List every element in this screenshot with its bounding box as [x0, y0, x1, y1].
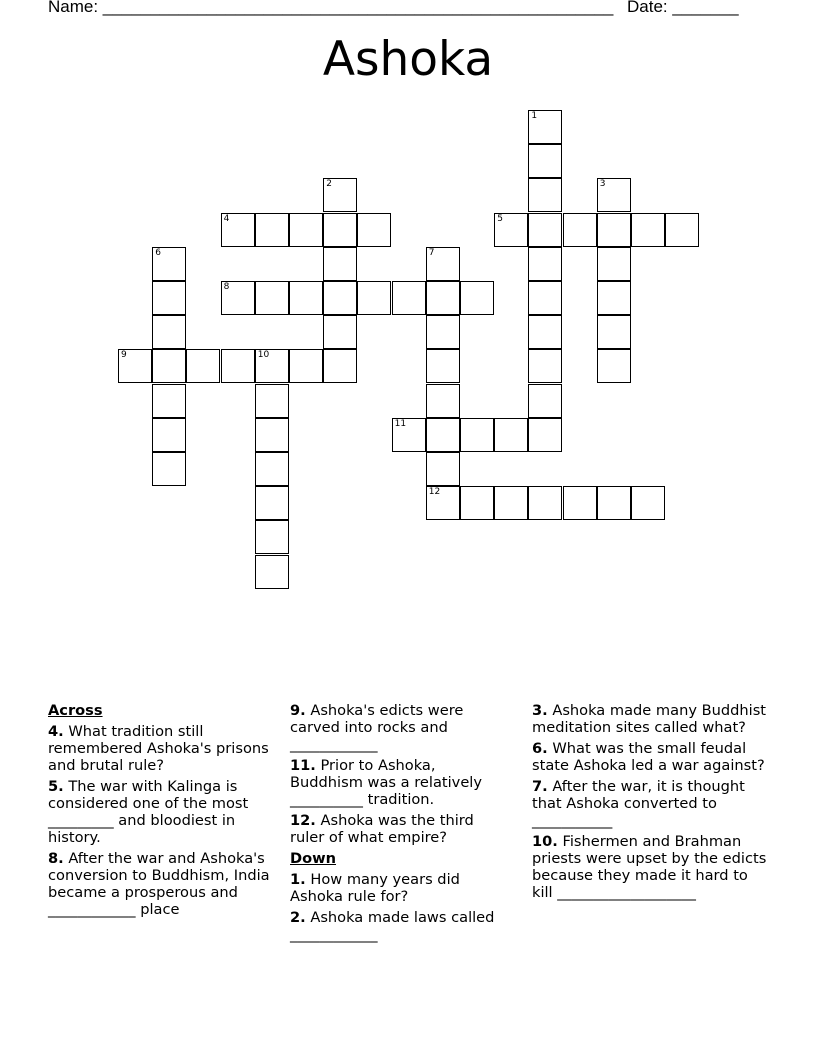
grid-cell[interactable] — [289, 213, 323, 247]
grid-cell[interactable] — [152, 247, 186, 281]
clue-number: 7 — [428, 247, 435, 258]
grid-cell[interactable] — [152, 452, 186, 486]
clue-down-10: 10. Fishermen and Brahman priests were upset by the edicts because they made it hard to kill ___________________ — [532, 833, 767, 901]
clue-across-8: 8. After the war and Ashoka's conversion to Buddhism, India became a prosperous and ____________ place — [48, 850, 270, 918]
grid-cell[interactable] — [426, 384, 460, 418]
grid-cell[interactable] — [323, 247, 357, 281]
clue-number: 6 — [155, 247, 161, 258]
clue-number: 3 — [599, 179, 606, 190]
grid-cell[interactable] — [426, 452, 460, 486]
clue-across-9: 9. Ashoka's edicts were carved into rocks and ____________ — [290, 702, 464, 753]
grid-cell[interactable] — [597, 213, 631, 247]
grid-cell[interactable] — [631, 486, 665, 520]
grid-cell[interactable] — [392, 281, 426, 315]
grid-cell[interactable] — [152, 418, 186, 452]
grid-cell[interactable] — [528, 486, 562, 520]
grid-cell[interactable] — [152, 281, 186, 315]
grid-cell[interactable] — [460, 281, 494, 315]
grid-cell[interactable] — [597, 281, 631, 315]
down-heading: Down — [290, 850, 337, 867]
clue-across-4: 4. What tradition still remembered Ashoka's prisons and brutal rule? — [48, 723, 269, 774]
clue-number: 9 — [121, 350, 127, 361]
grid-cell[interactable] — [255, 349, 289, 383]
grid-cell[interactable] — [597, 315, 631, 349]
clue-across-5: 5. The war with Kalinga is considered one of the most _________ and bloodiest in history. — [48, 778, 249, 846]
clue-number: 10 — [257, 350, 270, 361]
clue-down-6: 6. What was the small feudal state Ashoka led a war against? — [532, 740, 765, 774]
clue-across-12: 12. Ashoka was the third ruler of what empire? — [290, 812, 474, 846]
grid-cell[interactable] — [460, 486, 494, 520]
grid-cell[interactable] — [221, 349, 255, 383]
grid-cell[interactable] — [426, 486, 460, 520]
grid-cell[interactable] — [426, 281, 460, 315]
grid-cell[interactable] — [563, 486, 597, 520]
grid-cell[interactable] — [528, 315, 562, 349]
grid-cell[interactable] — [528, 281, 562, 315]
grid-cell[interactable] — [426, 418, 460, 452]
date-field: Date: _______ — [627, 0, 739, 16]
clue-number: 5 — [497, 213, 503, 224]
grid-cell[interactable] — [528, 247, 562, 281]
clue-down-1: 1. How many years did Ashoka rule for? — [290, 871, 460, 905]
grid-cell[interactable] — [186, 349, 220, 383]
clue-number: 11 — [394, 418, 407, 429]
clue-column-2 — [290, 702, 500, 947]
grid-cell[interactable] — [289, 349, 323, 383]
grid-cell[interactable] — [255, 281, 289, 315]
grid-cell[interactable] — [426, 349, 460, 383]
clue-number: 2 — [326, 179, 332, 190]
clue-number: 1 — [531, 111, 538, 121]
grid-cell[interactable] — [255, 452, 289, 486]
grid-cell[interactable] — [426, 315, 460, 349]
grid-cell[interactable] — [255, 418, 289, 452]
grid-cell[interactable] — [255, 384, 289, 418]
grid-cell[interactable] — [323, 349, 357, 383]
grid-cell[interactable] — [528, 110, 562, 144]
grid-cell[interactable] — [152, 384, 186, 418]
grid-cell[interactable] — [323, 178, 357, 212]
grid-cell[interactable] — [665, 213, 699, 247]
clue-down-7: 7. After the war, it is thought that Ashoka converted to ___________ — [532, 778, 745, 829]
clue-column-1 — [48, 702, 283, 922]
grid-cell[interactable] — [392, 418, 426, 452]
grid-cell[interactable] — [597, 486, 631, 520]
grid-cell[interactable] — [597, 178, 631, 212]
clue-number: 4 — [223, 213, 230, 224]
across-heading: Across — [48, 702, 103, 719]
grid-cell[interactable] — [494, 213, 528, 247]
clue-number: 8 — [223, 282, 230, 292]
grid-cell[interactable] — [494, 418, 528, 452]
grid-cell[interactable] — [255, 486, 289, 520]
clue-number: 12 — [428, 487, 441, 498]
clue-column-3 — [532, 702, 772, 905]
grid-cell[interactable] — [426, 247, 460, 281]
grid-cell[interactable] — [255, 520, 289, 554]
grid-cell[interactable] — [152, 315, 186, 349]
grid-cell[interactable] — [323, 213, 357, 247]
page-title: Ashoka — [322, 32, 494, 87]
grid-cell[interactable] — [255, 213, 289, 247]
grid-cell[interactable] — [631, 213, 665, 247]
grid-cell[interactable] — [494, 486, 528, 520]
grid-cell[interactable] — [221, 281, 255, 315]
grid-cell[interactable] — [528, 144, 562, 178]
grid-cell[interactable] — [357, 281, 391, 315]
clue-across-11: 11. Prior to Ashoka, Buddhism was a relatively __________ tradition. — [290, 757, 482, 808]
grid-cell[interactable] — [597, 247, 631, 281]
grid-cell[interactable] — [528, 418, 562, 452]
grid-cell[interactable] — [118, 349, 152, 383]
grid-cell[interactable] — [528, 213, 562, 247]
grid-cell[interactable] — [255, 555, 289, 589]
grid-cell[interactable] — [221, 213, 255, 247]
name-field: Name: ______________________________________________________ — [48, 0, 614, 16]
grid-cell[interactable] — [323, 281, 357, 315]
grid-cell[interactable] — [597, 349, 631, 383]
grid-cell[interactable] — [323, 315, 357, 349]
clue-down-2: 2. Ashoka made laws called ____________ — [290, 909, 495, 943]
clue-down-3: 3. Ashoka made many Buddhist meditation sites called what? — [532, 702, 767, 736]
grid-cell[interactable] — [528, 178, 562, 212]
grid-cell[interactable] — [460, 418, 494, 452]
grid-cell[interactable] — [357, 213, 391, 247]
grid-cell[interactable] — [152, 349, 186, 383]
grid-cell[interactable] — [528, 349, 562, 383]
grid-cell[interactable] — [528, 384, 562, 418]
grid-cell[interactable] — [563, 213, 597, 247]
grid-cell[interactable] — [289, 281, 323, 315]
